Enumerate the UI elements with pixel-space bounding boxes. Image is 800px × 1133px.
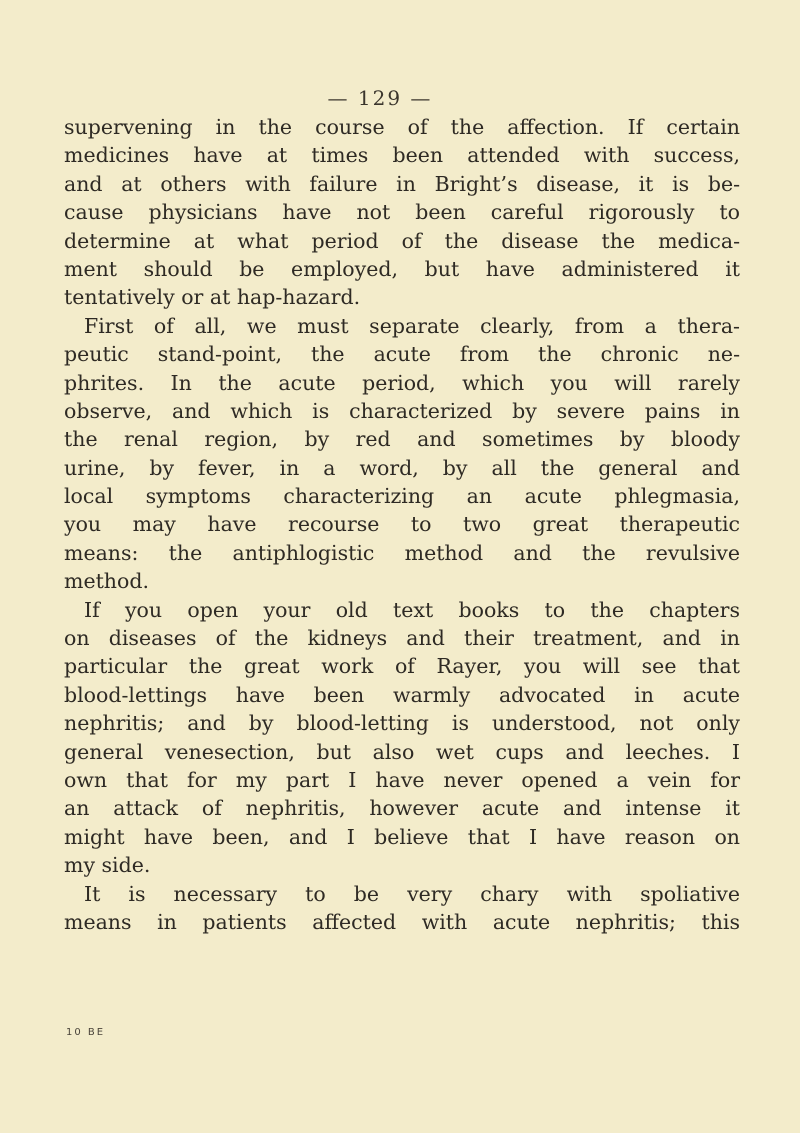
text-line: you may have recourse to two great therapeutic [64,512,740,537]
text-line: supervening in the course of the affection. If certain [64,115,740,139]
text-line: might have been, and I believe that I have reason on [64,824,740,849]
text-line: determine at what period of the disease the medica- [64,228,740,253]
text-line: means: the antiphlogistic method and the revulsive [64,540,740,565]
text-line: method. [64,569,149,594]
text-line: general venesection, but also wet cups and leeches. I [64,739,740,764]
text-line: medicines have at times been attended with success, [64,143,740,168]
text-line: nephritis; and by blood-letting is understood, not only [64,711,740,736]
text-line: phrites. In the acute period, which you will rarely [64,370,740,395]
text-line: blood-lettings have been warmly advocated in acute [64,682,740,707]
text-line: particular the great work of Rayer, you will see that [64,654,740,679]
text-line: ment should be employed, but have administered it [64,256,740,281]
page-number: — 129 — [327,86,433,110]
text-line: own that for my part I have never opened a vein for [64,767,740,792]
text-line: cause physicians have not been careful rigorously to [64,200,740,225]
text-line: the renal region, by red and sometimes by bloody [64,427,740,452]
text-line: urine, by fever, in a word, by all the general and [64,455,740,480]
printer-signature-mark: 10 BE [66,1027,106,1038]
text-line: peutic stand-point, the acute from the chronic ne- [64,342,740,367]
text-line: tentatively or at hap-hazard. [64,285,361,310]
text-line: local symptoms characterizing an acute phlegmasia, [64,484,740,509]
text-line: means in patients affected with acute nephritis; this [64,909,740,934]
text-line: observe, and which is characterized by severe pains in [64,398,740,423]
text-line: It is necessary to be very chary with spoliative [84,881,740,906]
text-line: If you open your old text books to the chapters [84,597,740,622]
text-line: my side. [64,853,151,878]
body-text [64,113,740,936]
text-line: an attack of nephritis, however acute and intense it [64,796,740,821]
text-line: on diseases of the kidneys and their treatment, and in [64,626,740,651]
text-line: First of all, we must separate clearly, from a thera- [84,313,740,338]
text-line: and at others with failure in Bright’s disease, it is be- [64,171,740,196]
